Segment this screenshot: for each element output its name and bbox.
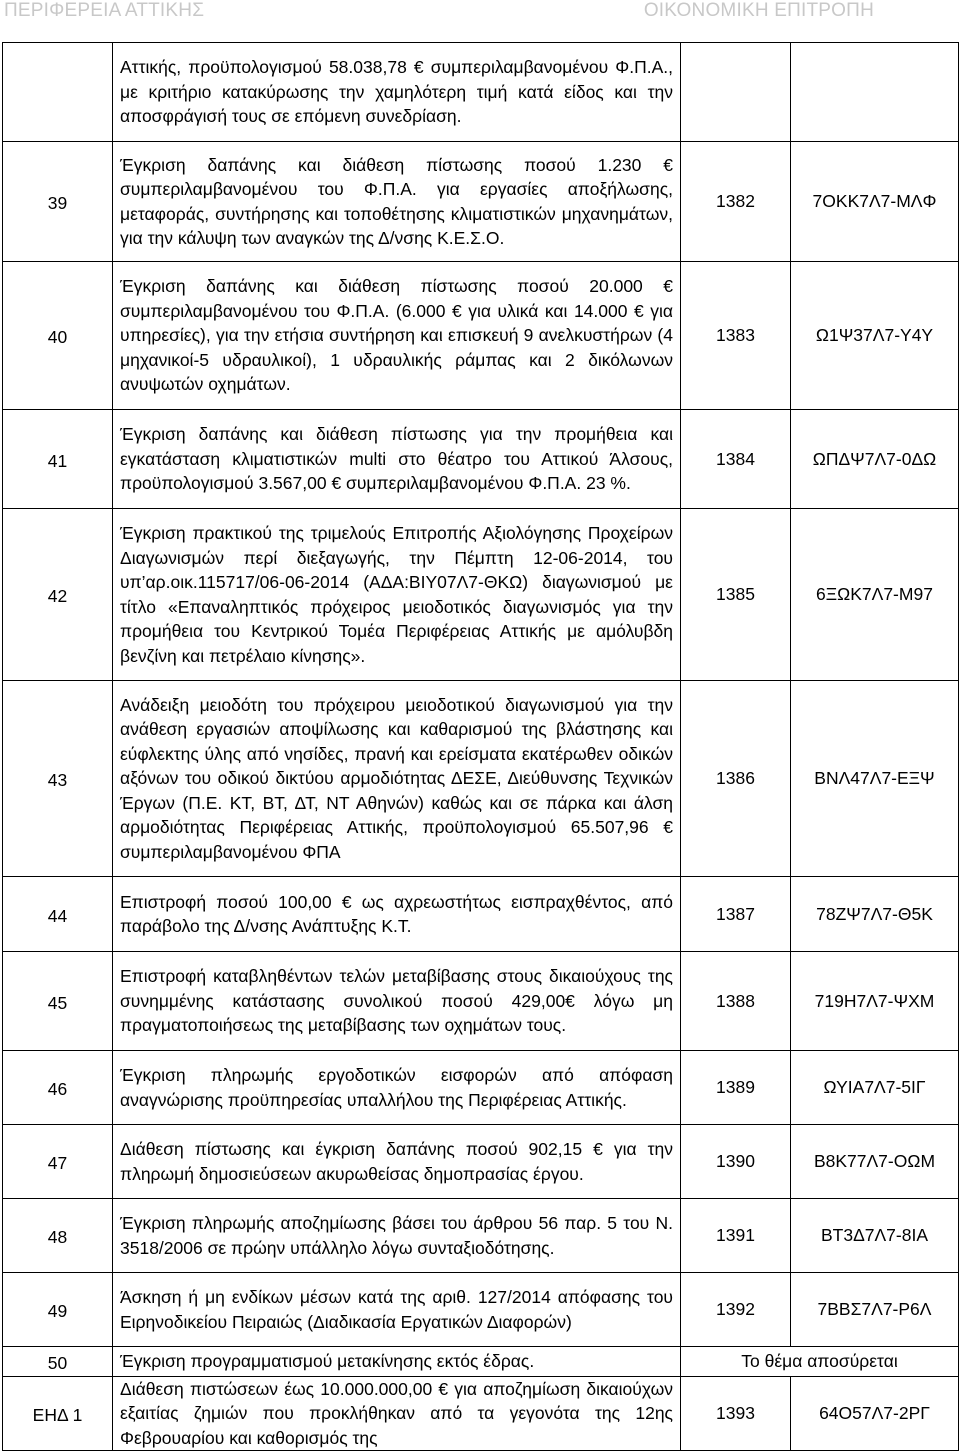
item-description: Έγκριση πληρωμής εργοδοτικών εισφορών από απόφαση αναγνώρισης προϋπηρεσίας υπαλλήλου της Περιφέρειας Αττικής. xyxy=(113,1051,681,1125)
table-row xyxy=(3,1273,959,1347)
ada-code: 6ΞΩΚ7Λ7-Μ97 xyxy=(791,509,959,681)
decision-number: 1393 xyxy=(681,1376,791,1451)
ada-code: 7ΟΚΚ7Λ7-ΜΛΦ xyxy=(791,142,959,262)
table-row xyxy=(3,1199,959,1273)
item-description: Έγκριση πρακτικού της τριμελούς Επιτροπής Αξιολόγησης Προχείρων Διαγωνισμών περί διεξαγωγής, την Πέμπτη 12-06-2014, του υπ’αρ.οικ.115717/06-06-2014 (ΑΔΑ:ΒΙΥ07Λ7-ΘΚΩ) διαγωνισμού με τίτλο «Επαναληπτικός πρόχειρος μειοδοτικός διαγωνισμός για την προμήθεια του Κεντρικού Τομέα Περιφέρειας Αττικής με αμόλυβδη βενζίνη και πετρέλαιο κίνησης». xyxy=(113,509,681,681)
decision-number: 1387 xyxy=(681,877,791,952)
decision-number: 1384 xyxy=(681,410,791,509)
ada-code xyxy=(791,43,959,142)
decision-number: 1392 xyxy=(681,1273,791,1347)
table-row xyxy=(3,509,959,681)
item-number xyxy=(3,43,113,142)
table-row xyxy=(3,142,959,262)
item-number: 45 xyxy=(3,952,113,1051)
item-number: 48 xyxy=(3,1199,113,1273)
item-number: 42 xyxy=(3,509,113,681)
item-description: Ανάδειξη μειοδότη του πρόχειρου μειοδοτικού διαγωνισμού για την ανάθεση εργασιών αποψίλωσης και καθαρισμού της βλάστησης και εύφλεκτης ύλης από νησίδες, πρανή και ερείσματα εκατέρωθεν οδικών αξόνων του οδικού δικτύου αρμοδιότητας ΔΕΣΕ, Διεύθυνσης Τεχνικών Έργων (Π.Ε. ΚΤ, ΒΤ, ΔΤ, ΝΤ Αθηνών) καθώς και σε πάρκα και άλση αρμοδιότητας Περιφέρειας Αττικής, προϋπολογισμού 65.507,96 € συμπεριλαμβανομένου ΦΠΑ xyxy=(113,681,681,877)
table-row xyxy=(3,952,959,1051)
table-row xyxy=(3,410,959,509)
item-number: 39 xyxy=(3,142,113,262)
item-number: 50 xyxy=(3,1347,113,1377)
table-row xyxy=(3,681,959,877)
item-description: Αττικής, προϋπολογισμού 58.038,78 € συμπεριλαμβανομένου Φ.Π.Α., με κριτήριο κατακύρωσης την χαμηλότερη τιμή κατά είδος και την αποσφράγισή τους σε επόμενη συνεδρίαση. xyxy=(113,43,681,142)
item-description: Επιστροφή ποσού 100,00 € ως αχρεωστήτως εισπραχθέντος, από παράβολο της Δ/νσης Ανάπτυξης Κ.Τ. xyxy=(113,877,681,952)
item-description: Έγκριση δαπάνης και διάθεση πίστωσης ποσού 20.000 € συμπεριλαμβανομένου του Φ.Π.Α. (6.000 € για υλικά και 14.000 € για υπηρεσίες), για την ετήσια συντήρηση και επισκευή 9 ανελκυστήρων (4 μηχανικοί-5 υδραυλικοί), 1 υδραυλικής ράμπας και 2 δικόλωνων ανυψωτών οχημάτων. xyxy=(113,262,681,410)
ada-code: 719Η7Λ7-ΨΧΜ xyxy=(791,952,959,1051)
decision-number: 1389 xyxy=(681,1051,791,1125)
decision-number: 1382 xyxy=(681,142,791,262)
decision-number xyxy=(681,43,791,142)
item-number: 41 xyxy=(3,410,113,509)
item-number: 40 xyxy=(3,262,113,410)
decision-number: 1385 xyxy=(681,509,791,681)
table-row xyxy=(3,1125,959,1199)
decisions-table xyxy=(2,42,959,1451)
ada-code: ΒΝΛ47Λ7-ΕΞΨ xyxy=(791,681,959,877)
item-number: 46 xyxy=(3,1051,113,1125)
table-row xyxy=(3,262,959,410)
decision-number: 1386 xyxy=(681,681,791,877)
item-description: Έγκριση δαπάνης και διάθεση πίστωσης για την προμήθεια και εγκατάσταση κλιματιστικών multi στο θέατρο του Αττικού Άλσους, προϋπολογισμού 3.567,00 € συμπεριλαμβανομένου Φ.Π.Α. 23 %. xyxy=(113,410,681,509)
decision-number: 1391 xyxy=(681,1199,791,1273)
item-description: Έγκριση δαπάνης και διάθεση πίστωσης ποσού 1.230 € συμπεριλαμβανομένου του Φ.Π.Α. για εργασίες αποξήλωσης, μεταφοράς, συντήρησης και τοποθέτησης κλιματιστικών μηχανημάτων, για την κάλυψη των αναγκών της Δ/νσης Κ.Ε.Σ.Ο. xyxy=(113,142,681,262)
ada-code: 7ΒΒΣ7Λ7-Ρ6Λ xyxy=(791,1273,959,1347)
ada-code: ΩΥΙΑ7Λ7-5ΙΓ xyxy=(791,1051,959,1125)
ada-code: Β8Κ77Λ7-ΟΩΜ xyxy=(791,1125,959,1199)
ada-code: ΩΠΔΨ7Λ7-0ΔΩ xyxy=(791,410,959,509)
table-row xyxy=(3,1347,959,1377)
item-description: Επιστροφή καταβληθέντων τελών μεταβίβασης στους δικαιούχους της συνημμένης κατάστασης συνολικού ποσού 429,00€ λόγω μη πραγματοποιήσεως της μεταβίβασης των οχημάτων τους. xyxy=(113,952,681,1051)
ada-code: ΒΤ3Δ7Λ7-8ΙΑ xyxy=(791,1199,959,1273)
item-description: Διάθεση πιστώσεων έως 10.000.000,00 € για αποζημίωση δικαιούχων εξαιτίας ζημιών που προκλήθηκαν από τα γεγονότα της 12ης Φεβρουαρίου και καθορισμός της xyxy=(113,1376,681,1451)
ada-code: Ω1Ψ37Λ7-Υ4Υ xyxy=(791,262,959,410)
item-number: 47 xyxy=(3,1125,113,1199)
header-region-title: ΠΕΡΙΦΕΡΕΙΑ ΑΤΤΙΚΗΣ xyxy=(4,0,205,21)
ada-code: 64Ο57Λ7-2ΡΓ xyxy=(791,1376,959,1451)
table-row xyxy=(3,43,959,142)
withdrawn-note: Το θέμα αποσύρεται xyxy=(681,1347,959,1377)
item-number: 49 xyxy=(3,1273,113,1347)
item-description: Άσκηση ή μη ενδίκων μέσων κατά της αριθ. 127/2014 απόφασης του Ειρηνοδικείου Πειραιώς (Διαδικασία Εργατικών Διαφορών) xyxy=(113,1273,681,1347)
header-committee-title: ΟΙΚΟΝΟΜΙΚΗ ΕΠΙΤΡΟΠΗ xyxy=(643,0,874,21)
item-number: 43 xyxy=(3,681,113,877)
page-header xyxy=(0,0,960,24)
table-row xyxy=(3,1051,959,1125)
table-row xyxy=(3,877,959,952)
item-number: 44 xyxy=(3,877,113,952)
ada-code: 78ΖΨ7Λ7-Θ5Κ xyxy=(791,877,959,952)
item-number: ΕΗΔ 1 xyxy=(3,1376,113,1451)
decision-number: 1388 xyxy=(681,952,791,1051)
decision-number: 1390 xyxy=(681,1125,791,1199)
item-description: Έγκριση πληρωμής αποζημίωσης βάσει του άρθρου 56 παρ. 5 του Ν. 3518/2006 σε πρώην υπάλληλο λόγω συνταξιοδότησης. xyxy=(113,1199,681,1273)
item-description: Διάθεση πίστωσης και έγκριση δαπάνης ποσού 902,15 € για την πληρωμή δημοσιεύσεων ακυρωθείσας δημοπρασίας έργου. xyxy=(113,1125,681,1199)
item-description: Έγκριση προγραμματισμού μετακίνησης εκτός έδρας. xyxy=(113,1347,681,1377)
decision-number: 1383 xyxy=(681,262,791,410)
table-row xyxy=(3,1376,959,1451)
